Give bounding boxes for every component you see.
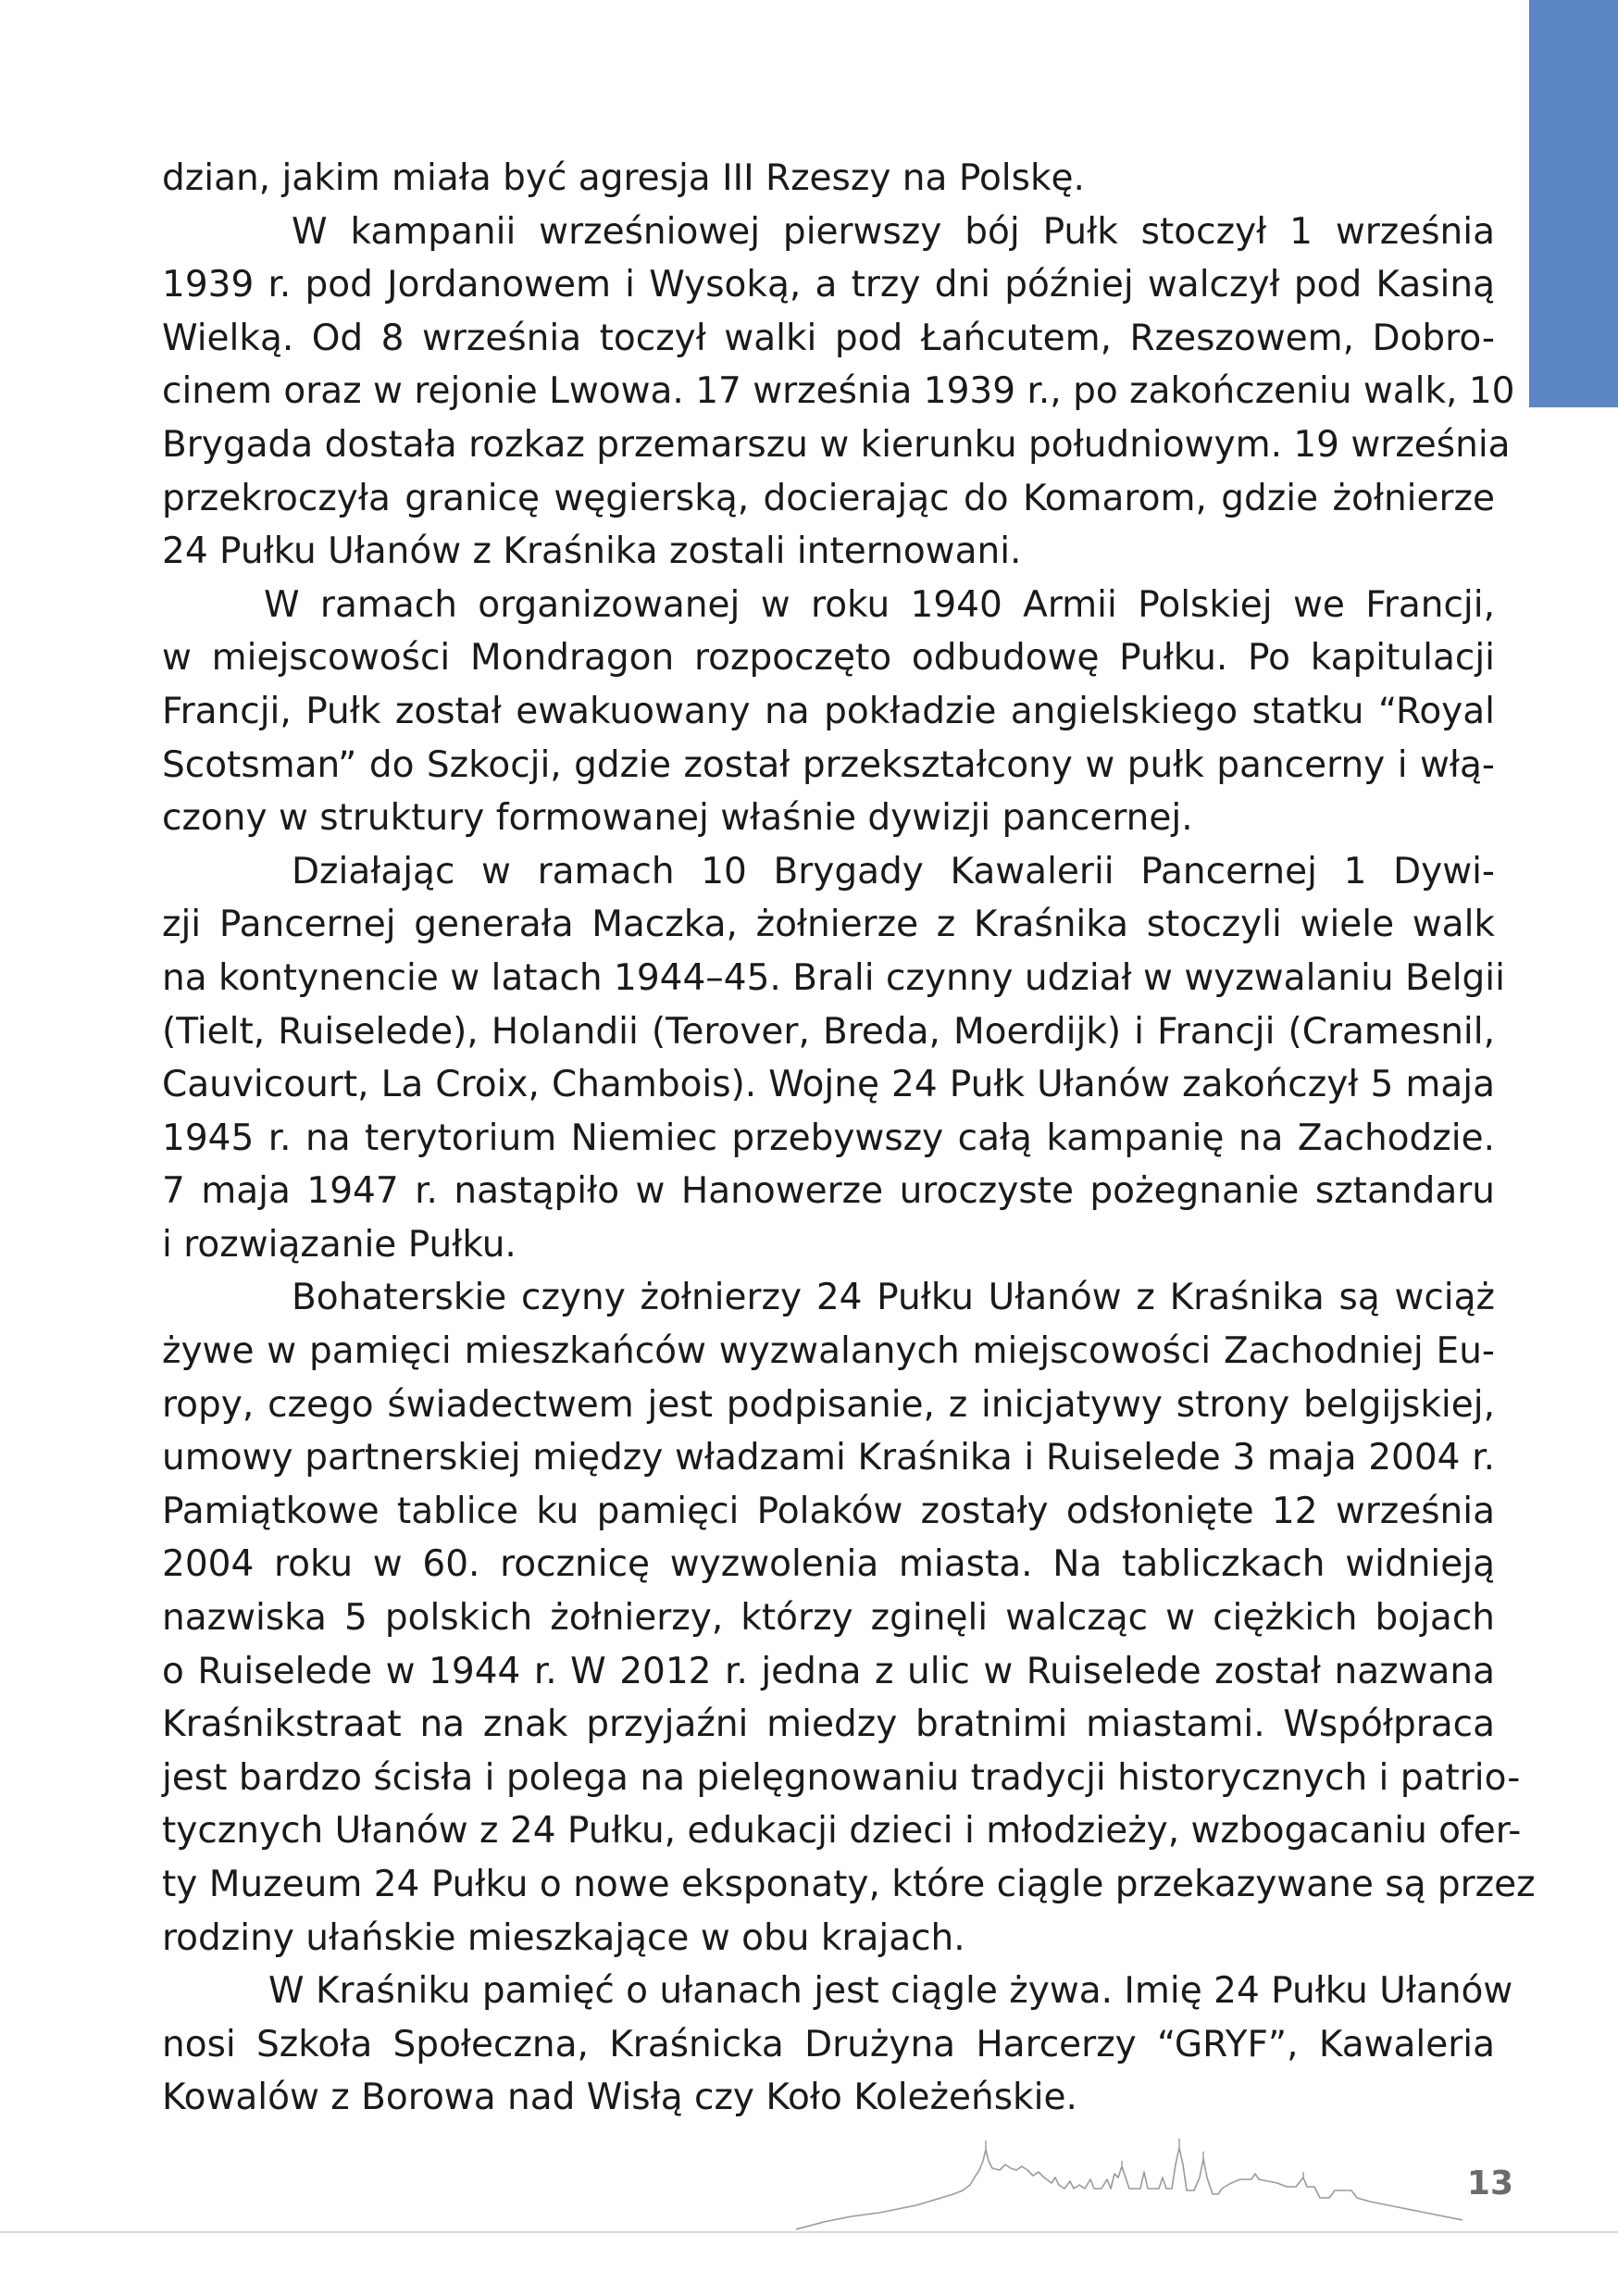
text-line: Kowalów z Borowa nad Wisłą czy Koło Koleżeńskie. <box>162 2077 1077 2119</box>
text-line: ropy, czego świadectwem jest podpisanie, z inicjatywy strony belgijskiej, <box>162 1383 1495 1426</box>
body-text <box>162 152 1536 2125</box>
city-skyline-illustration <box>796 2120 1462 2231</box>
text-line: Działając w ramach 10 Brygady Kawalerii Pancernej 1 Dywi- <box>292 850 1495 892</box>
chapter-side-tab <box>1529 0 1618 407</box>
text-line: Pamiątkowe tablice ku pamięci Polaków zostały odsłonięte 12 września <box>162 1490 1495 1532</box>
text-line: w miejscowości Mondragon rozpoczęto odbudowę Pułku. Po kapitulacji <box>162 637 1495 680</box>
text-line: na kontynencie w latach 1944–45. Brali czynny udział w wyzwalaniu Belgii <box>162 956 1505 999</box>
text-line: Francji, Pułk został ewakuowany na pokładzie angielskiego statku “Royal <box>162 690 1495 732</box>
text-line: Cauvicourt, La Croix, Chambois). Wojnę 24 Pułk Ułanów zakończył 5 maja <box>162 1064 1495 1106</box>
text-line: Wielką. Od 8 września toczył walki pod Łańcutem, Rzeszowem, Dobro- <box>162 317 1495 359</box>
text-line: Bohaterskie czyny żołnierzy 24 Pułku Ułanów z Kraśnika są wciąż <box>292 1277 1495 1319</box>
text-line: rodziny ułańskie mieszkające w obu krajach. <box>162 1916 965 1959</box>
text-line: tycznych Ułanów z 24 Pułku, edukacji dzieci i młodzieży, wzbogacaniu ofer- <box>162 1810 1522 1853</box>
text-line: o Ruiselede w 1944 r. W 2012 r. jedna z ulic w Ruiselede został nazwana <box>162 1650 1495 1692</box>
bottom-divider <box>0 2231 1618 2233</box>
text-line: nosi Szkoła Społeczna, Kraśnicka Drużyna Harcerzy “GRYF”, Kawaleria <box>162 2023 1495 2065</box>
text-line: ty Muzeum 24 Pułku o nowe eksponaty, które ciągle przekazywane są przez <box>162 1864 1536 1905</box>
text-line: umowy partnerskiej między władzami Kraśnika i Ruiselede 3 maja 2004 r. <box>162 1437 1495 1479</box>
text-line: zji Pancernej generała Maczka, żołnierze z Kraśnika stoczyli wiele walk <box>162 904 1495 946</box>
text-line: 2004 roku w 60. rocznicę wyzwolenia miasta. Na tabliczkach widnieją <box>162 1543 1495 1586</box>
text-line: Kraśnikstraat na znak przyjaźni miedzy bratnimi miastami. Współpraca <box>162 1703 1495 1746</box>
text-line: dzian, jakim miała być agresja III Rzeszy na Polskę. <box>162 157 1085 199</box>
text-line: Scotsman” do Szkocji, gdzie został przekształcony w pułk pancerny i włą- <box>162 743 1495 786</box>
text-line: Brygada dostała rozkaz przemarszu w kierunku południowym. 19 września <box>162 423 1511 466</box>
text-line: 1945 r. na terytorium Niemiec przebywszy całą kampanię na Zachodzie. <box>162 1117 1495 1159</box>
text-line: przekroczyła granicę węgierską, docierając do Komarom, gdzie żołnierze <box>162 477 1495 519</box>
text-line: jest bardzo ścisła i polega na pielęgnowaniu tradycji historycznych i patrio- <box>162 1756 1521 1799</box>
text-line: 1939 r. pod Jordanowem i Wysoką, a trzy dni później walczył pod Kasiną <box>162 264 1495 306</box>
page-number: 13 <box>1466 2165 1513 2202</box>
text-line: cinem oraz w rejonie Lwowa. 17 września 1939 r., po zakończeniu walk, 10 <box>162 370 1515 413</box>
text-line: 7 maja 1947 r. nastąpiło w Hanowerze uroczyste pożegnanie sztandaru <box>162 1170 1495 1213</box>
text-line: W Kraśniku pamięć o ułanach jest ciągle żywa. Imię 24 Pułku Ułanów <box>268 1970 1513 2013</box>
text-line: i rozwiązanie Pułku. <box>162 1223 517 1266</box>
text-line: nazwiska 5 polskich żołnierzy, którzy zginęli walcząc w ciężkich bojach <box>162 1597 1495 1640</box>
text-line: W kampanii wrześniowej pierwszy bój Pułk stoczył 1 września <box>292 210 1495 253</box>
text-line: żywe w pamięci mieszkańców wyzwalanych miejscowości Zachodniej Eu- <box>162 1330 1495 1373</box>
text-line: W ramach organizowanej w roku 1940 Armii Polskiej we Francji, <box>264 583 1495 626</box>
text-line: czony w struktury formowanej właśnie dywizji pancernej. <box>162 797 1193 840</box>
text-line: (Tielt, Ruiselede), Holandii (Terover, Breda, Moerdijk) i Francji (Cramesnil, <box>162 1010 1495 1053</box>
text-line: 24 Pułku Ułanów z Kraśnika zostali internowani. <box>162 530 1022 573</box>
